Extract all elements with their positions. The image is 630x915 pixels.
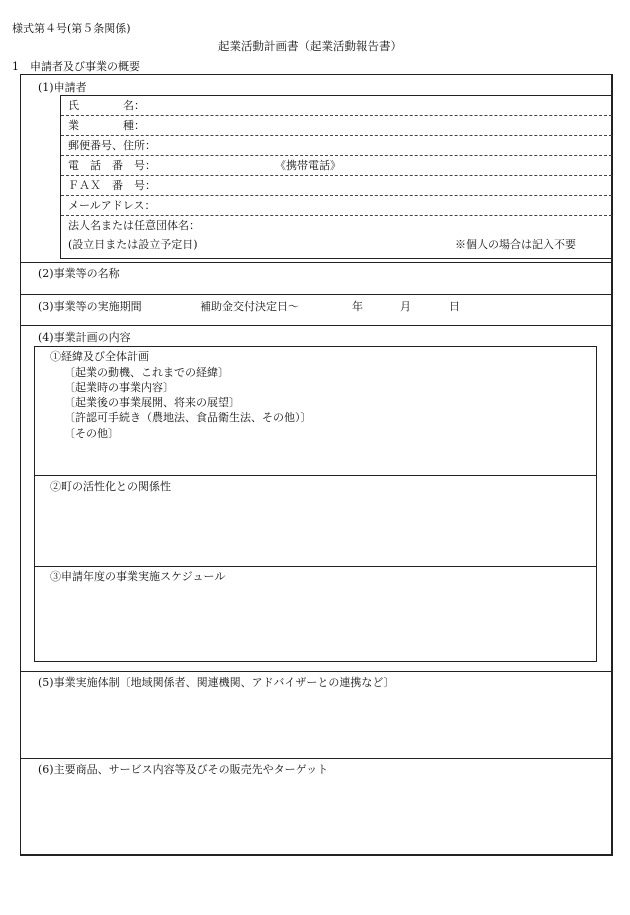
section-divider: [21, 262, 612, 263]
row-divider: [61, 155, 612, 156]
row-divider: [61, 195, 612, 196]
plan-sub1-item: 〔その他〕: [64, 427, 119, 440]
fax-label: ＦＡＸ 番 号：: [68, 179, 156, 192]
document-title: 起業活動計画書（起業活動報告書）: [218, 39, 402, 53]
section-divider: [21, 671, 612, 672]
email-label: メールアドレス：: [68, 199, 156, 212]
section-heading: 1 申請者及び事業の概要: [12, 60, 140, 73]
established-label: (設立日または設立予定日): [68, 238, 198, 251]
structure-heading: (5)事業実施体制〔地域関係者、関連機関、アドバイザーとの連携など〕: [38, 676, 395, 689]
products-heading: (6)主要商品、サービス内容等及びその販売先やターゲット: [38, 763, 329, 776]
plan-sub1-item: 〔起業後の事業展開、将来の展望〕: [64, 396, 240, 409]
plan-sub2-heading: ②町の活性化との関係性: [50, 480, 171, 493]
individual-note: ※個人の場合は記入不要: [455, 238, 576, 251]
row-divider: [61, 175, 612, 176]
section-divider: [21, 294, 612, 295]
period-start: 補助金交付決定日～: [200, 300, 299, 313]
phone-label: 電 話 番 号：: [68, 159, 156, 172]
plan-sub1-item: 〔許認可手続き（農地法、食品衛生法、その他）〕: [64, 411, 312, 424]
row-divider: [61, 135, 612, 136]
industry-label: 業 種：: [68, 119, 145, 132]
mobile-label: 《携帯電話》: [275, 159, 341, 172]
plan-sub1-item: 〔起業時の事業内容〕: [64, 381, 174, 394]
plan-heading: (4)事業計画の内容: [38, 331, 131, 344]
plan-divider: [35, 475, 596, 476]
row-divider: [61, 215, 612, 216]
section-divider: [21, 758, 612, 759]
business-name-heading: (2)事業等の名称: [38, 267, 120, 280]
plan-sub1-item: 〔起業の動機、これまでの経緯〕: [64, 366, 229, 379]
plan-divider: [35, 566, 596, 567]
section-divider: [21, 325, 612, 326]
plan-sub1-heading: ①経緯及び全体計画: [50, 350, 149, 363]
address-label: 郵便番号、住所：: [68, 139, 156, 152]
row-divider: [61, 115, 612, 116]
period-year: 年: [352, 300, 363, 313]
applicant-heading: (1)申請者: [38, 81, 87, 94]
form-number: 様式第４号(第５条関係): [12, 22, 131, 35]
name-label: 氏 名：: [68, 99, 145, 112]
period-month: 月: [400, 300, 411, 313]
plan-sub3-heading: ③申請年度の事業実施スケジュール: [50, 570, 226, 583]
period-day: 日: [449, 300, 460, 313]
period-heading: (3)事業等の実施期間: [38, 300, 142, 313]
corp-name-label: 法人名または任意団体名：: [68, 219, 200, 232]
